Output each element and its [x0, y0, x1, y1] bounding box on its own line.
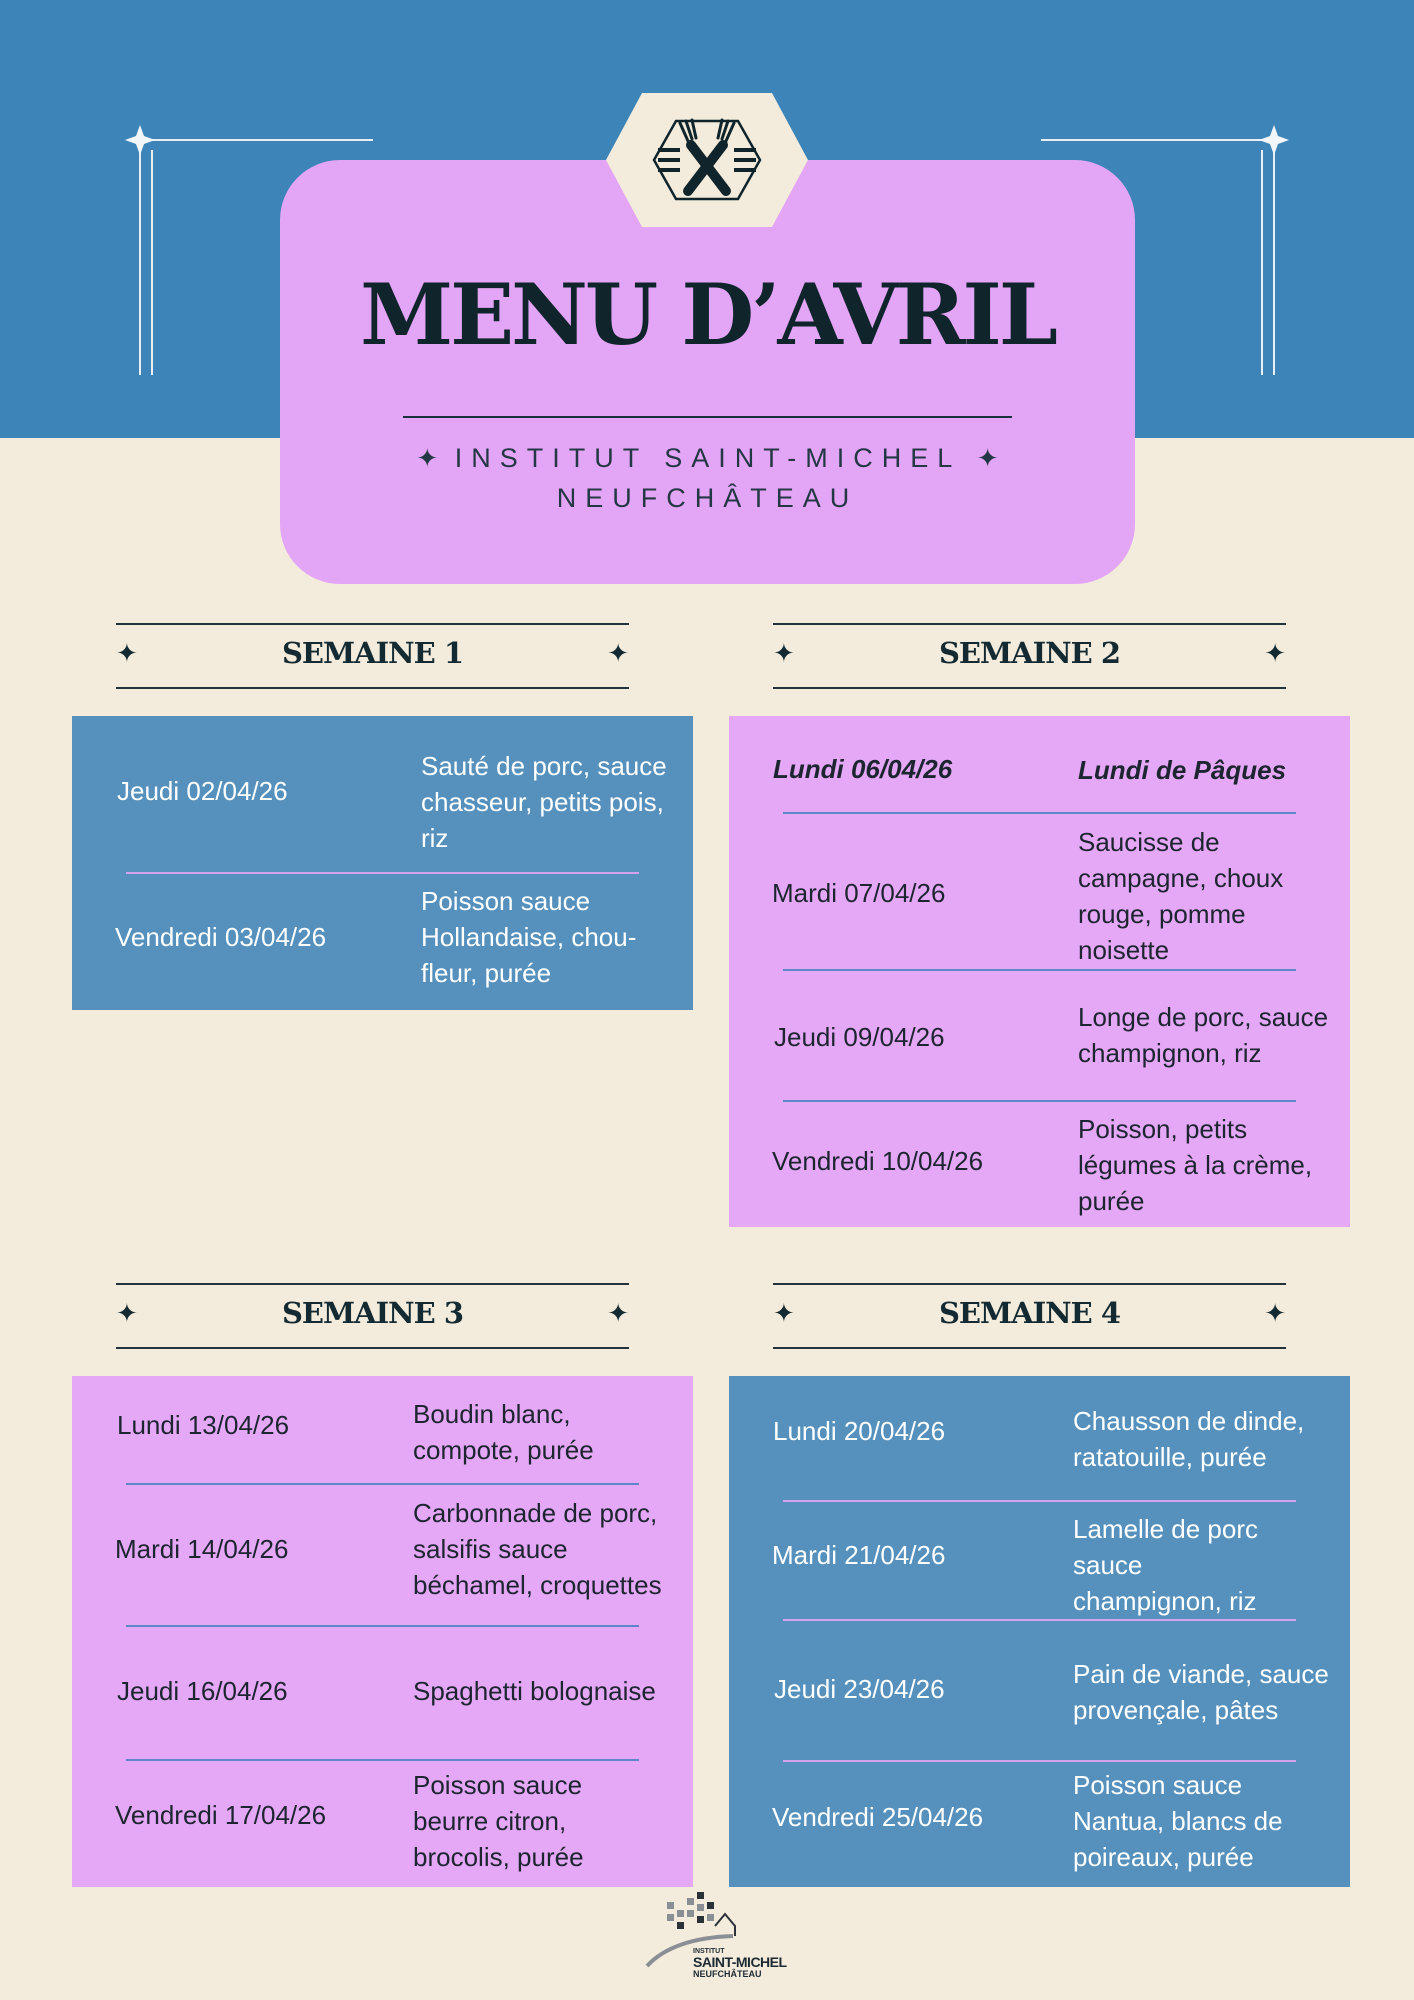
dish-line: chasseur, petits pois,	[421, 787, 664, 817]
menu-dish	[1078, 1111, 1312, 1219]
dish-line: béchamel, croquettes	[413, 1570, 662, 1600]
crossed-forks-icon	[606, 93, 808, 227]
dish-line: Lundi de Pâques	[1078, 755, 1287, 785]
star-icon: ✦	[1264, 1299, 1286, 1329]
week-2-menu-panel	[729, 716, 1350, 1227]
dish-line: Boudin blanc,	[413, 1399, 571, 1429]
row-divider	[783, 969, 1296, 971]
week-2-header	[773, 623, 1286, 689]
row-divider	[126, 872, 639, 874]
menu-date: Vendredi 25/04/26	[772, 1802, 984, 1832]
menu-date: Jeudi 09/04/26	[774, 1022, 945, 1052]
week-1-header	[116, 623, 629, 689]
star-icon: ✦	[416, 443, 439, 473]
dish-line: Chausson de dinde,	[1073, 1406, 1305, 1436]
row-divider	[783, 812, 1296, 814]
star-icon: ✦	[116, 639, 138, 669]
row-divider	[126, 1625, 639, 1627]
menu-date: Mardi 07/04/26	[772, 878, 946, 908]
dish-line: Nantua, blancs de	[1073, 1806, 1283, 1836]
title-divider	[403, 416, 1012, 418]
dish-line: légumes à la crème,	[1078, 1150, 1313, 1180]
logo-line-1: INSTITUT	[693, 1948, 725, 1955]
dish-line: Poisson sauce	[413, 1770, 583, 1800]
dish-line: compote, purée	[413, 1435, 594, 1465]
menu-date: Vendredi 03/04/26	[115, 922, 327, 952]
dish-line: riz	[421, 823, 449, 853]
menu-dish	[1073, 1511, 1258, 1619]
row-divider	[783, 1500, 1296, 1502]
row-divider	[783, 1760, 1296, 1762]
menu-dish	[413, 1396, 594, 1468]
dish-line: poireaux, purée	[1073, 1842, 1254, 1872]
dish-line: champignon, riz	[1073, 1586, 1257, 1616]
week-3-header	[116, 1283, 629, 1349]
dish-line: Poisson, petits	[1078, 1114, 1248, 1144]
week-3-title: SEMAINE 3	[281, 1296, 464, 1330]
menu-dish	[413, 1673, 656, 1709]
menu-date: Jeudi 02/04/26	[117, 776, 288, 806]
dish-line: Saucisse de	[1078, 827, 1220, 857]
dish-line: noisette	[1078, 935, 1170, 965]
dish-line: ratatouille, purée	[1073, 1442, 1267, 1472]
dish-line: Sauté de porc, sauce	[421, 751, 667, 781]
sparkle-icon	[125, 125, 155, 155]
week-4-title: SEMAINE 4	[938, 1296, 1121, 1330]
star-icon: ✦	[1264, 639, 1286, 669]
dish-line: Poisson sauce	[421, 886, 591, 916]
sparkle-icon	[1259, 125, 1289, 155]
logo-line-3: NEUFCHÂTEAU	[693, 1969, 762, 1979]
school-name	[280, 443, 1135, 474]
menu-date: Mardi 21/04/26	[772, 1540, 946, 1570]
dish-line: rouge, pomme	[1078, 899, 1246, 929]
menu-date: Lundi 06/04/26	[773, 754, 953, 784]
menu-dish	[1073, 1656, 1329, 1728]
menu-dish	[421, 748, 667, 856]
dish-line: Spaghetti bolognaise	[413, 1676, 656, 1706]
star-icon: ✦	[976, 443, 999, 473]
menu-dish	[421, 883, 636, 991]
week-4-header	[773, 1283, 1286, 1349]
dish-line: beurre citron,	[413, 1806, 567, 1836]
dish-line: provençale, pâtes	[1073, 1695, 1279, 1725]
row-divider	[783, 1619, 1296, 1621]
row-divider	[783, 1100, 1296, 1102]
menu-date: Jeudi 23/04/26	[774, 1674, 945, 1704]
week-4-menu-panel	[729, 1376, 1350, 1887]
dish-line: sauce	[1073, 1550, 1143, 1580]
week-2-title: SEMAINE 2	[938, 636, 1121, 670]
school-town: NEUFCHÂTEAU	[556, 483, 859, 513]
dish-line: salsifis sauce	[413, 1534, 568, 1564]
row-divider	[126, 1759, 639, 1761]
menu-dish	[1078, 999, 1328, 1071]
menu-date: Lundi 20/04/26	[773, 1416, 946, 1446]
menu-date: Jeudi 16/04/26	[117, 1676, 288, 1706]
row-divider	[126, 1483, 639, 1485]
week-1-title: SEMAINE 1	[281, 636, 464, 670]
menu-dish	[1078, 752, 1286, 788]
dish-line: Pain de viande, sauce	[1073, 1659, 1329, 1689]
page-title: MENU D’AVRIL	[360, 265, 1055, 364]
dish-line: Hollandaise, chou-	[421, 922, 637, 952]
dish-line: Poisson sauce	[1073, 1770, 1243, 1800]
logo-line-2: SAINT-MICHEL	[693, 1954, 787, 1970]
menu-date: Vendredi 17/04/26	[115, 1800, 327, 1830]
star-icon: ✦	[116, 1299, 138, 1329]
dish-line: Carbonnade de porc,	[413, 1498, 658, 1528]
dish-line: Longe de porc, sauce	[1078, 1002, 1329, 1032]
star-icon: ✦	[607, 1299, 629, 1329]
dish-line: campagne, choux	[1078, 863, 1284, 893]
dish-line: champignon, riz	[1078, 1038, 1262, 1068]
star-icon: ✦	[773, 639, 795, 669]
dish-line: brocolis, purée	[413, 1842, 584, 1872]
menu-dish	[413, 1767, 584, 1875]
dish-line: purée	[1078, 1186, 1145, 1216]
menu-dish	[1073, 1403, 1304, 1475]
menu-dish	[1078, 824, 1283, 968]
menu-date: Vendredi 10/04/26	[772, 1146, 984, 1176]
menu-date: Lundi 13/04/26	[117, 1410, 290, 1440]
dish-line: Lamelle de porc	[1073, 1514, 1258, 1544]
menu-dish	[413, 1495, 662, 1603]
menu-date: Mardi 14/04/26	[115, 1534, 289, 1564]
week-1-menu-panel	[72, 716, 693, 1010]
week-3-menu-panel	[72, 1376, 693, 1887]
menu-dish	[1073, 1767, 1283, 1875]
dish-line: fleur, purée	[421, 958, 552, 988]
school-name-text: INSTITUT SAINT-MICHEL	[454, 443, 961, 473]
star-icon: ✦	[607, 639, 629, 669]
star-icon: ✦	[773, 1299, 795, 1329]
